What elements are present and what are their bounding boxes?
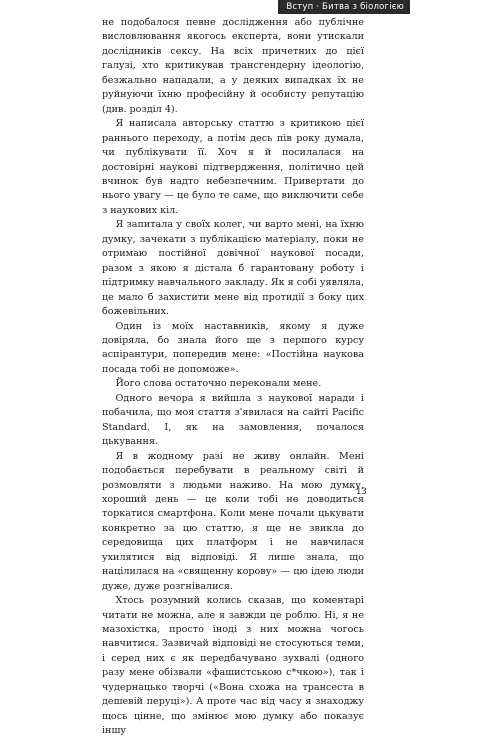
paragraph: Одного вечора я вийшла з наукової наради і побачила, що моя стаття з'явилася на сайті Pacific Standard. І, як на замовлення, почалося цькування. (102, 392, 364, 448)
paragraph: Я запитала у своїх колег, чи варто мені, на їхню думку, зачекати з публікацією матеріалу, поки не отримаю постійної довічної наукової посади, разом з якою я дістала б гарантовану роботу і підтримку навчального закладу. Як я собі уявляла, це мало б захистити мене від протидії з боку цих божевільних. (102, 219, 364, 318)
paragraph: Хтось розумний колись сказав, що коментарі читати не можна, але я завжди це роблю. Ні, я не мазохістка, просто іноді з них можна чогось навчитися. Зазвичай відповіді не стосуються теми, і серед них є як передбачувано зухвалі (одного разу мене обізвали «фашистською с*чкою»), так і чудернацько творчі («Вона схожа на трансеста в дешевій перуці»). А проте час від часу я знаходжу щось цінне, що змінює мою думку або показує іншу (102, 595, 364, 737)
running-head: Вступ · Битва з біологією (278, 0, 410, 14)
page-number: 13 (356, 487, 367, 497)
paragraph: Я написала авторську статтю з критикою цієї раннього переходу, а потім десь пів року думала, чи публікувати її. Хоч я й посилалася на достовірні наукові підтвердження, політично цей вчинок був надто небезпечним. Привертати до нього увагу — це було те саме, що виключити себе з наукових кіл. (102, 118, 364, 216)
paragraph: не подобалося певне дослідження або публічне висловлювання якогось експерта, вони утискали дослідників сексу. На всіх причетних до цієї галузі, хто критикував трансгендерну ідеологію, безжально нападали, а у деяких випадках їх не руйнуючи їхню професійну й особисту репутацію (див. розділ 4). (102, 17, 364, 115)
paragraph: Його слова остаточно переконали мене. (115, 378, 322, 390)
body-text (102, 16, 364, 739)
paragraph: Один із моїх наставників, якому я дуже довіряла, бо знала його ще з першого курсу аспірантури, попередив мене: «Постійна наукова посада тобі не допоможе». (102, 320, 364, 375)
paragraph: Я в жодному разі не живу онлайн. Мені подобається перебувати в реальному світі й розмовляти з людьми наживо. На мою думку, хороший день — це коли тобі не доводиться торкатися смартфона. Коли мене почали цькувати конкретно за цю статтю, я ще не звикла до середовища цих платформ і не навчилася ухилятися від відповіді. Я лише знала, що націлилася на «священну корову» — цю ідею люди дуже, дуже розгнівалися. (102, 450, 364, 592)
